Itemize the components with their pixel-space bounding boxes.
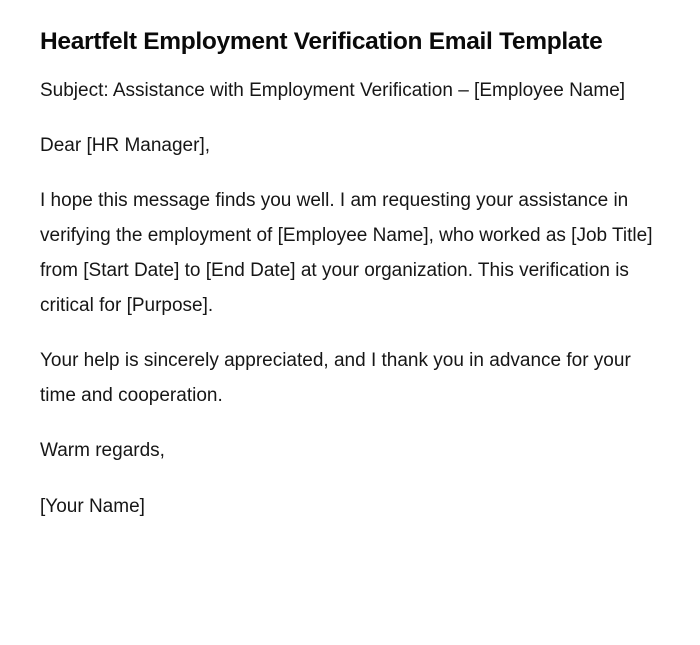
email-body-paragraph-thanks: Your help is sincerely appreciated, and I thank you in advance for your time and cooperation. bbox=[40, 350, 631, 406]
email-closing: Warm regards, bbox=[40, 440, 165, 461]
email-body-paragraph-request: I hope this message finds you well. I am requesting your assistance in verifying the employment of [Employee Name], who worked as [Job Title] from [Start Date] to [End Date] at your organization. This verification is critical for [Purpose]. bbox=[40, 190, 653, 316]
email-greeting: Dear [HR Manager], bbox=[40, 135, 211, 156]
email-signature: [Your Name] bbox=[40, 496, 145, 517]
document-title: Heartfelt Employment Verification Email Template bbox=[40, 28, 603, 55]
email-subject-line: Subject: Assistance with Employment Verification – [Employee Name] bbox=[40, 80, 626, 101]
